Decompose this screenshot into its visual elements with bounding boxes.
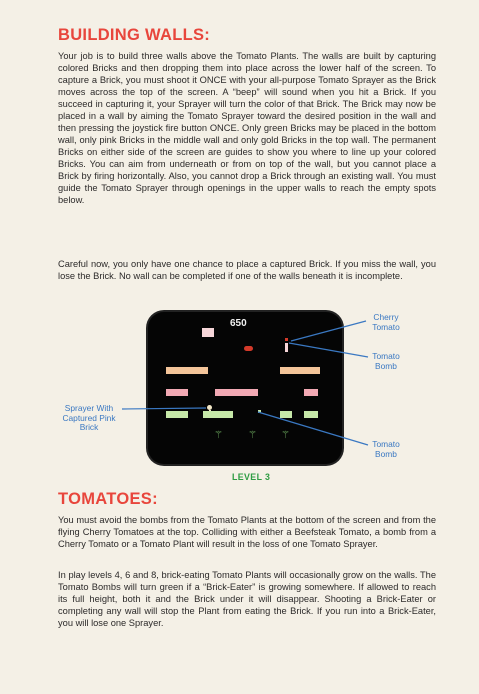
building-walls-paragraph-2: Careful now, you only have one chance to place a captured Brick. If you miss the wall, you lose the Brick. No wall can be completed if one of the walls beneath it is incomplete. [58,259,436,281]
tomatoes-paragraph-1: You must avoid the bombs from the Tomato Plants at the bottom of the screen and from the flying Cherry Tomatoes at the top. Colliding with either a Beefsteak Tomato, a bomb from a Cherry Tomato or a Tomato Plant will result in the loss of one Tomato Sprayer. [58,515,436,549]
score-display: 650 [230,318,247,329]
tomatoes-paragraph-2: In play levels 4, 6 and 8, brick-eating Tomato Plants will occasionally grow on the walls. The Tomato Bombs will turn green if a “Brick-Eater” is growing somewhere. If allowed to reach its full height, both it and the Brick under it will disappear. Shooting a Brick-Eater or completing any wall will stop the Plant from eating the Brick. If you run into a Brick-Eater, you will lose one Sprayer. [58,570,436,628]
label-tomato-bomb-top: Tomato Bomb [372,351,400,371]
tomatoes-heading: TOMATOES: [58,490,158,508]
tomato-plant-icon: ⚚ [214,430,223,441]
callout-line-bomb-bottom [258,412,368,445]
building-walls-paragraph-1: Your job is to build three walls above the Tomato Plants. The walls are built by capturing colored Bricks and then dropping them into place across the lower half of the screen. To capture a Brick, you must shoot it ONCE with your all-purpose Tomato Sprayer as the Brick moves across the top of the screen. A “beep” will sound when you hit a Brick. If you succeed in capturing it, your Sprayer will turn the color of that Brick. The Brick may now be placed in a wall by aiming the Tomato Sprayer toward the desired position in the wall and then pressing the joystick fire button ONCE. Only green Bricks may be placed in the bottom wall, only pink Bricks in the middle wall and only gold Bricks in the top wall. The permanent Bricks on either side of the screen are guides to show you where to line up your colored Bricks. You can aim from underneath or from on top of the wall, but you cannot place a Brick by firing horizontally. Also, you cannot drop a Brick through an existing wall. You must guide the Tomato Sprayer through openings in the upper walls to reach the empty spots below. [58,51,436,205]
level-caption: LEVEL 3 [232,472,271,482]
callout-line-sprayer [122,408,206,409]
tomato-plant-icon: ⚚ [281,430,290,441]
label-sprayer: Sprayer With Captured Pink Brick [62,403,116,432]
label-cherry-tomato: Cherry Tomato [372,312,400,332]
tomato-plant-icon: ⚚ [248,430,257,441]
label-tomato-bomb-bottom: Tomato Bomb [372,439,400,459]
building-walls-heading: BUILDING WALLS: [58,26,211,44]
callout-line-cherry [291,321,366,341]
callout-line-bomb-top [289,343,368,357]
